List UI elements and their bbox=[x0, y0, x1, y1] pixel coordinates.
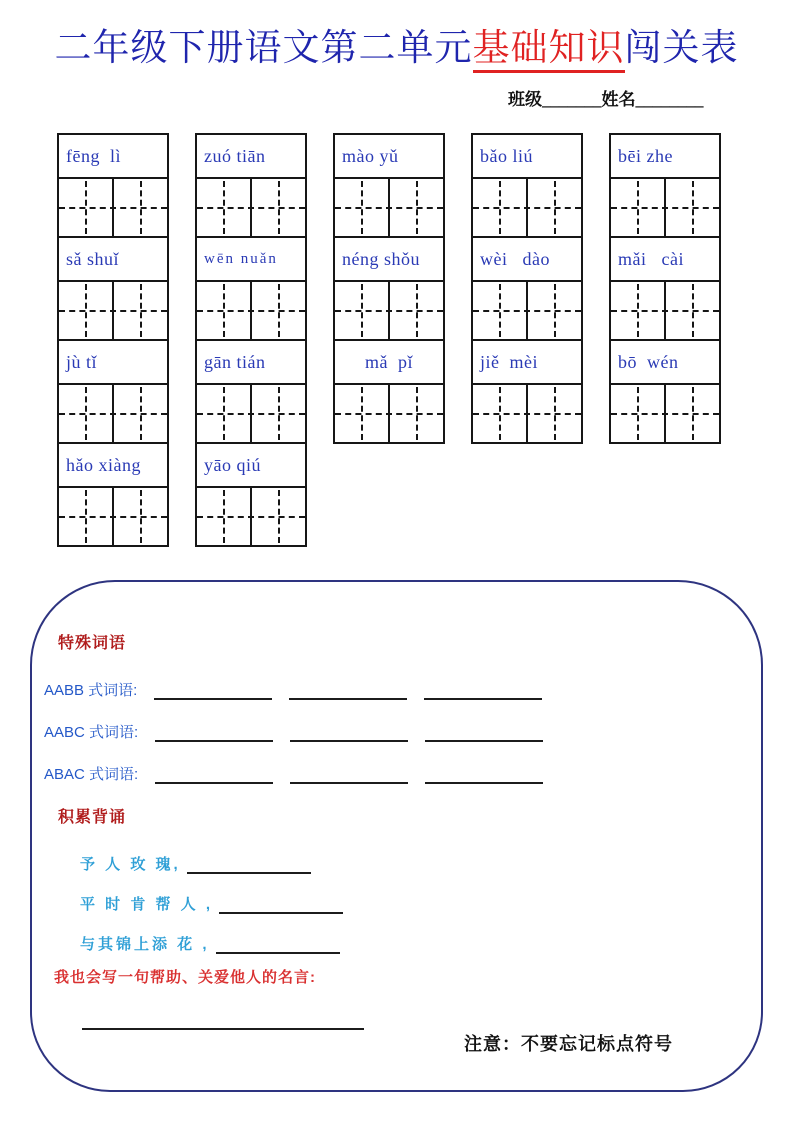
word-block bbox=[197, 135, 305, 238]
recite-blank-line[interactable] bbox=[216, 938, 340, 954]
tianzige-square[interactable] bbox=[197, 282, 250, 339]
writing-grid[interactable] bbox=[473, 282, 581, 341]
tianzige-square[interactable] bbox=[112, 282, 167, 339]
title-text-left: 二年级下册语文第二单元 bbox=[54, 28, 473, 69]
word-block bbox=[59, 444, 167, 545]
pinyin-label: wēn nuǎn bbox=[197, 238, 305, 282]
tianzige-square[interactable] bbox=[473, 179, 526, 236]
summary-panel bbox=[30, 580, 763, 1092]
famous-quote-line[interactable] bbox=[82, 1014, 364, 1030]
word-block bbox=[59, 238, 167, 341]
pinyin-label: mào yǔ bbox=[335, 135, 443, 179]
punctuation-note: 注意：不要忘记标点符号 bbox=[464, 1034, 673, 1054]
word-block bbox=[473, 238, 581, 341]
pinyin-practice-area bbox=[57, 133, 793, 547]
pinyin-label: bō wén bbox=[611, 341, 719, 385]
tianzige-square[interactable] bbox=[664, 179, 719, 236]
writing-grid[interactable] bbox=[197, 179, 305, 238]
pinyin-label: zuó tiān bbox=[197, 135, 305, 179]
tianzige-square[interactable] bbox=[473, 282, 526, 339]
pinyin-label: néng shǒu bbox=[335, 238, 443, 282]
writing-grid[interactable] bbox=[59, 179, 167, 238]
recitation-heading: 积累背诵 bbox=[58, 809, 127, 826]
pinyin-label: sǎ shuǐ bbox=[59, 238, 167, 282]
word-block bbox=[335, 238, 443, 341]
pinyin-column bbox=[57, 133, 169, 547]
writing-grid[interactable] bbox=[335, 282, 443, 341]
tianzige-square[interactable] bbox=[335, 282, 388, 339]
word-blank-line[interactable] bbox=[425, 726, 543, 742]
writing-grid[interactable] bbox=[611, 282, 719, 341]
word-blank-line[interactable] bbox=[154, 684, 272, 700]
writing-grid[interactable] bbox=[59, 282, 167, 341]
word-block bbox=[59, 135, 167, 238]
word-blank-line[interactable] bbox=[425, 768, 543, 784]
write-your-own-prompt: 我也会写一句帮助、关爱他人的名言: bbox=[54, 969, 316, 986]
writing-grid[interactable] bbox=[197, 488, 305, 545]
word-block bbox=[473, 341, 581, 442]
word-pattern-label: AABB 式词语: bbox=[44, 682, 138, 699]
tianzige-square[interactable] bbox=[197, 488, 250, 545]
tianzige-square[interactable] bbox=[388, 282, 443, 339]
pinyin-column bbox=[609, 133, 721, 444]
pinyin-label: bēi zhe bbox=[611, 135, 719, 179]
pinyin-label: jù tǐ bbox=[59, 341, 167, 385]
pinyin-column bbox=[195, 133, 307, 547]
tianzige-square[interactable] bbox=[112, 179, 167, 236]
tianzige-square[interactable] bbox=[611, 385, 664, 442]
writing-grid[interactable] bbox=[473, 385, 581, 442]
title-highlight: 基础知识 bbox=[473, 28, 625, 73]
pinyin-column bbox=[471, 133, 583, 444]
tianzige-square[interactable] bbox=[526, 385, 581, 442]
writing-grid[interactable] bbox=[335, 179, 443, 238]
special-words-heading: 特殊词语 bbox=[58, 635, 127, 652]
pinyin-label: mǎi cài bbox=[611, 238, 719, 282]
page-title bbox=[0, 0, 793, 71]
word-pattern-label: ABAC 式词语: bbox=[44, 766, 139, 783]
pinyin-label: hǎo xiàng bbox=[59, 444, 167, 488]
tianzige-square[interactable] bbox=[335, 179, 388, 236]
pinyin-label: yāo qiú bbox=[197, 444, 305, 488]
tianzige-square[interactable] bbox=[59, 488, 112, 545]
recitation-text: 予 人 玫 瑰, bbox=[80, 856, 181, 873]
writing-grid[interactable] bbox=[473, 179, 581, 238]
pinyin-label: gān tián bbox=[197, 341, 305, 385]
word-block bbox=[611, 341, 719, 442]
tianzige-square[interactable] bbox=[611, 282, 664, 339]
recite-blank-line[interactable] bbox=[219, 898, 343, 914]
word-blank-line[interactable] bbox=[290, 768, 408, 784]
writing-grid[interactable] bbox=[59, 385, 167, 444]
word-blank-line[interactable] bbox=[290, 726, 408, 742]
class-blank-field[interactable]: _______ bbox=[542, 90, 602, 109]
pinyin-label: mǎ pǐ bbox=[335, 341, 443, 385]
word-block bbox=[335, 341, 443, 442]
tianzige-square[interactable] bbox=[388, 385, 443, 442]
tianzige-square[interactable] bbox=[664, 385, 719, 442]
name-label: 姓名 bbox=[601, 90, 636, 109]
recitation-row bbox=[80, 892, 761, 914]
tianzige-square[interactable] bbox=[112, 385, 167, 442]
tianzige-square[interactable] bbox=[59, 282, 112, 339]
tianzige-square[interactable] bbox=[250, 282, 305, 339]
tianzige-square[interactable] bbox=[112, 488, 167, 545]
tianzige-square[interactable] bbox=[335, 385, 388, 442]
recite-blank-line[interactable] bbox=[187, 858, 311, 874]
tianzige-square[interactable] bbox=[250, 488, 305, 545]
tianzige-square[interactable] bbox=[197, 179, 250, 236]
word-blank-line[interactable] bbox=[155, 726, 273, 742]
word-block bbox=[197, 341, 305, 444]
writing-grid[interactable] bbox=[197, 282, 305, 341]
word-block bbox=[473, 135, 581, 238]
word-block bbox=[197, 238, 305, 341]
word-block bbox=[335, 135, 443, 238]
word-block bbox=[611, 238, 719, 341]
class-label: 班级 bbox=[508, 90, 542, 109]
tianzige-square[interactable] bbox=[611, 179, 664, 236]
word-blank-line[interactable] bbox=[155, 768, 273, 784]
tianzige-square[interactable] bbox=[526, 282, 581, 339]
word-block bbox=[197, 444, 305, 545]
recitation-text: 平 时 肯 帮 人 , bbox=[80, 896, 214, 913]
tianzige-square[interactable] bbox=[388, 179, 443, 236]
tianzige-square[interactable] bbox=[526, 179, 581, 236]
recitation-row bbox=[80, 852, 761, 874]
writing-grid[interactable] bbox=[611, 179, 719, 238]
word-blank-line[interactable] bbox=[289, 684, 407, 700]
word-pattern-row bbox=[44, 764, 761, 784]
tianzige-square[interactable] bbox=[250, 179, 305, 236]
writing-grid[interactable] bbox=[197, 385, 305, 444]
pinyin-label: wèi dào bbox=[473, 238, 581, 282]
pinyin-column bbox=[333, 133, 445, 444]
title-text-right: 闯关表 bbox=[624, 28, 739, 69]
word-block bbox=[59, 341, 167, 444]
tianzige-square[interactable] bbox=[59, 179, 112, 236]
pinyin-label: fēng lì bbox=[59, 135, 167, 179]
tianzige-square[interactable] bbox=[197, 385, 250, 442]
tianzige-square[interactable] bbox=[664, 282, 719, 339]
writing-grid[interactable] bbox=[611, 385, 719, 442]
word-pattern-row bbox=[44, 680, 761, 700]
tianzige-square[interactable] bbox=[59, 385, 112, 442]
writing-grid[interactable] bbox=[59, 488, 167, 545]
word-pattern-label: AABC 式词语: bbox=[44, 724, 139, 741]
pinyin-label: jiě mèi bbox=[473, 341, 581, 385]
tianzige-square[interactable] bbox=[473, 385, 526, 442]
word-pattern-row bbox=[44, 722, 761, 742]
word-blank-line[interactable] bbox=[424, 684, 542, 700]
writing-grid[interactable] bbox=[335, 385, 443, 442]
word-block bbox=[611, 135, 719, 238]
tianzige-square[interactable] bbox=[250, 385, 305, 442]
recitation-text: 与其锦上添 花 , bbox=[80, 936, 210, 953]
pinyin-label: bǎo liú bbox=[473, 135, 581, 179]
recitation-row bbox=[80, 932, 761, 954]
class-name-fields bbox=[0, 85, 793, 110]
name-blank-field[interactable]: ________ bbox=[635, 90, 704, 109]
